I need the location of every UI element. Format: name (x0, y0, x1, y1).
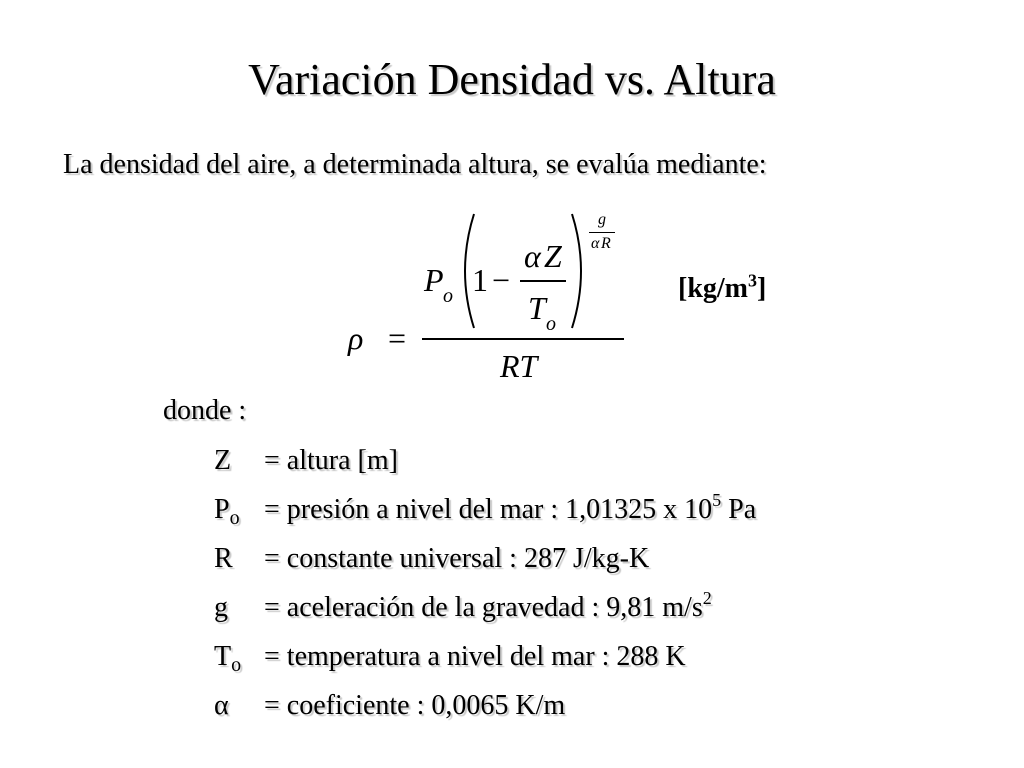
definition-symbol: Z (214, 445, 232, 476)
p-subscript: o (443, 285, 453, 307)
units-text: [kg/m (678, 273, 748, 304)
exponent-fraction-line (589, 232, 615, 233)
where-label: donde : (163, 395, 247, 426)
exp-alpha: α (591, 235, 600, 252)
definition-text: = aceleración de la gravedad : 9,81 m/s (264, 592, 703, 623)
definition-text: = temperatura a nivel del mar : 288 K (264, 641, 686, 672)
p-symbol: P (424, 262, 444, 298)
denominator-rt: RT (500, 348, 538, 384)
symbol-subscript: o (231, 654, 242, 676)
density-formula (340, 200, 640, 390)
definition-to (214, 639, 686, 675)
units-close: ] (757, 273, 767, 304)
definition-symbol: R (214, 543, 233, 574)
one-digit: 1 (472, 262, 488, 298)
definition-symbol (214, 492, 264, 528)
minus-sign: − (492, 262, 511, 298)
symbol-letter: T (214, 641, 232, 672)
definition-exponent: 2 (702, 588, 712, 608)
alpha-symbol: α (524, 238, 541, 274)
definition-text: = constante universal : 287 J/kg-K (264, 543, 650, 574)
definition-z (214, 443, 398, 479)
symbol-letter: P (214, 494, 230, 525)
units-exponent: 3 (748, 270, 757, 291)
slide-title: Variación Densidad vs. Altura (248, 55, 776, 104)
exp-r: R (601, 235, 611, 252)
right-paren (566, 212, 594, 330)
t-symbol: T (528, 290, 546, 326)
definition-g (214, 590, 712, 626)
definition-text: = coeficiente : 0,0065 K/m (264, 690, 566, 721)
t-subscript: o (546, 313, 556, 335)
main-fraction-line (422, 338, 624, 340)
definition-r (214, 541, 649, 577)
rho-symbol: ρ (348, 320, 364, 356)
exp-g: g (598, 211, 606, 228)
definition-text: = presión a nivel del mar : 1,01325 x 10 (264, 494, 713, 525)
definition-exponent: 5 (712, 490, 722, 510)
intro-text: La densidad del aire, a determinada altura, se evalúa mediante: (63, 149, 767, 180)
units-label (678, 271, 766, 307)
definition-alpha (214, 688, 565, 724)
symbol-subscript: o (229, 507, 240, 529)
definition-symbol: α (214, 690, 229, 721)
definition-symbol: g (214, 592, 228, 623)
definition-text: = altura [m] (264, 445, 398, 476)
equals-sign: = (388, 320, 407, 356)
definition-symbol (214, 639, 264, 675)
definition-po (214, 492, 756, 528)
z-symbol: Z (544, 238, 562, 274)
inner-fraction-line (520, 280, 566, 282)
definition-tail: Pa (721, 494, 757, 525)
